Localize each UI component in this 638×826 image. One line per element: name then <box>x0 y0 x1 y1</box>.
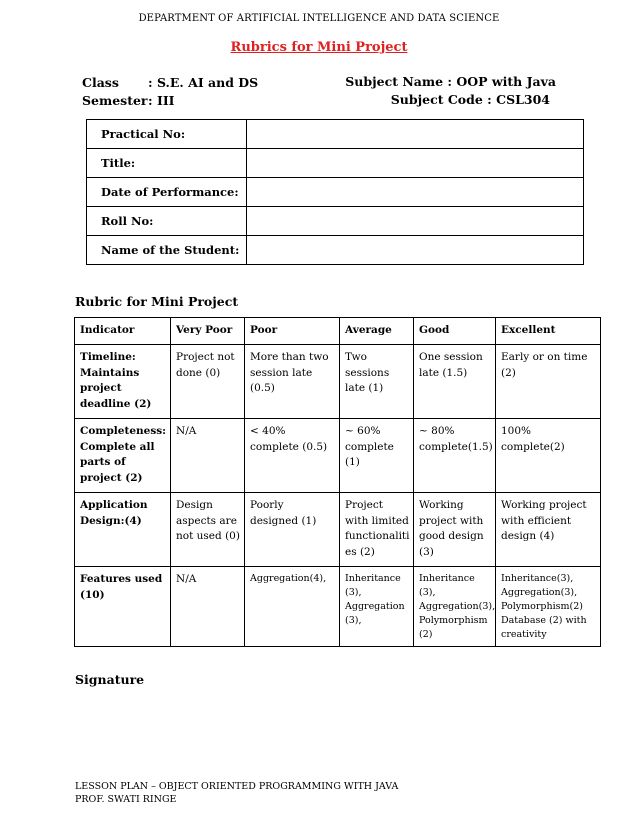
rubric-cell: N/A <box>171 567 245 647</box>
rubric-heading: Rubric for Mini Project <box>75 294 239 309</box>
rubric-cell: Aggregation(4), <box>245 567 340 647</box>
footer <box>75 780 398 806</box>
info-label: Name of the Student: <box>87 236 247 265</box>
rubric-cell: Working project with good design (3) <box>414 493 496 567</box>
rubric-header-row <box>75 318 601 345</box>
rubric-cell: 100% complete(2) <box>496 419 601 493</box>
class-value: : S.E. AI and DS <box>148 74 259 90</box>
info-label: Title: <box>87 149 247 178</box>
column-header: Very Poor <box>171 318 245 345</box>
page-title: Rubrics for Mini Project <box>230 40 408 55</box>
subject-block <box>345 73 556 109</box>
subject-code: Subject Code : CSL304 <box>390 92 550 107</box>
department-header: DEPARTMENT OF ARTIFICIAL INTELLIGENCE AND DATA SCIENCE <box>138 13 500 24</box>
semester-value: : III <box>148 92 175 108</box>
info-row <box>87 120 584 149</box>
rubric-cell: Project with limited functionaliti es (2) <box>340 493 414 567</box>
info-row <box>87 149 584 178</box>
rubric-row <box>75 567 601 647</box>
rubric-cell: ~ 80% complete(1.5) <box>414 419 496 493</box>
class-semester-block <box>82 73 258 109</box>
info-value-field[interactable] <box>247 207 584 236</box>
indicator-cell: Application Design:(4) <box>75 493 171 567</box>
info-value-field[interactable] <box>247 178 584 207</box>
rubric-row <box>75 493 601 567</box>
rubric-cell: Poorly designed (1) <box>245 493 340 567</box>
info-label: Practical No: <box>87 120 247 149</box>
footer-line: LESSON PLAN – OBJECT ORIENTED PROGRAMMING WITH JAVA <box>75 781 399 792</box>
rubric-row <box>75 419 601 493</box>
rubric-table <box>74 317 601 647</box>
class-label: Class <box>82 74 119 90</box>
footer-line: PROF. SWATI RINGE <box>75 794 177 805</box>
rubric-cell: N/A <box>171 419 245 493</box>
rubric-cell: ~ 60% complete (1) <box>340 419 414 493</box>
rubric-cell: Early or on time (2) <box>496 345 601 419</box>
subject-name: Subject Name : OOP with Java <box>345 74 556 89</box>
rubric-cell: One session late (1.5) <box>414 345 496 419</box>
rubric-cell: Inheritance (3), Aggregation (3), <box>340 567 414 647</box>
info-value-field[interactable] <box>247 120 584 149</box>
semester-label: Semester <box>82 92 148 108</box>
column-header: Average <box>340 318 414 345</box>
info-label: Date of Performance: <box>87 178 247 207</box>
rubric-cell: More than two session late (0.5) <box>245 345 340 419</box>
rubric-cell: Inheritance(3), Aggregation(3), Polymorphism(2) Database (2) with creativity <box>496 567 601 647</box>
info-row <box>87 236 584 265</box>
info-row <box>87 178 584 207</box>
column-header: Poor <box>245 318 340 345</box>
rubric-cell: Two sessions late (1) <box>340 345 414 419</box>
rubric-cell: < 40% complete (0.5) <box>245 419 340 493</box>
rubric-cell: Project not done (0) <box>171 345 245 419</box>
student-info-table <box>86 119 584 265</box>
rubric-cell: Working project with efficient design (4) <box>496 493 601 567</box>
info-value-field[interactable] <box>247 149 584 178</box>
indicator-cell: Timeline: Maintains project deadline (2) <box>75 345 171 419</box>
column-header: Indicator <box>75 318 171 345</box>
info-value-field[interactable] <box>247 236 584 265</box>
column-header: Excellent <box>496 318 601 345</box>
rubric-cell: Inheritance (3), Aggregation(3), Polymorphism (2) <box>414 567 496 647</box>
column-header: Good <box>414 318 496 345</box>
signature-label: Signature <box>75 672 145 687</box>
indicator-cell: Completeness: Complete all parts of project (2) <box>75 419 171 493</box>
info-row <box>87 207 584 236</box>
indicator-cell: Features used (10) <box>75 567 171 647</box>
info-label: Roll No: <box>87 207 247 236</box>
rubric-row <box>75 345 601 419</box>
rubric-cell: Design aspects are not used (0) <box>171 493 245 567</box>
